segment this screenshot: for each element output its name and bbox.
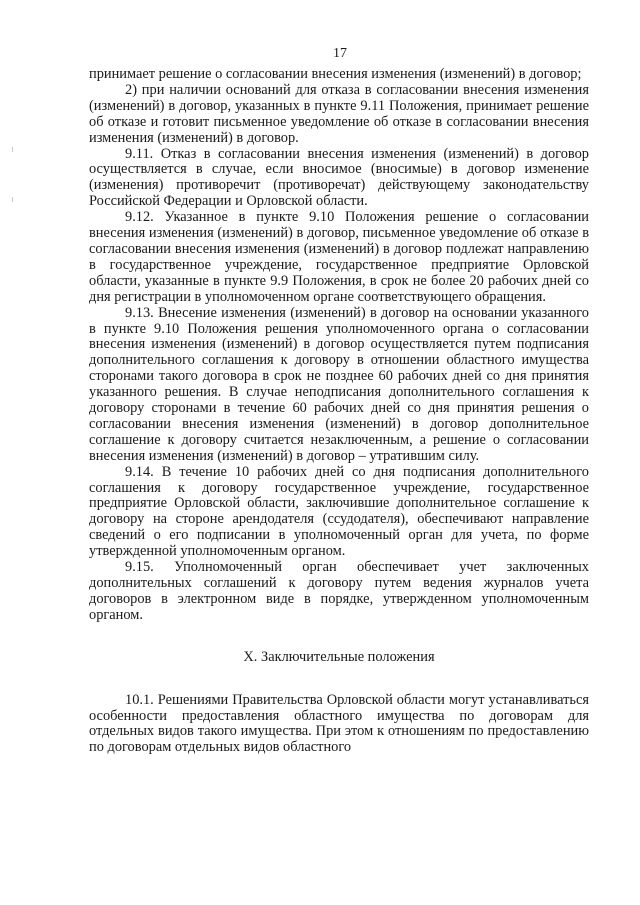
section-heading: X. Заключительные положения — [243, 648, 435, 665]
scan-margin-mark — [12, 197, 13, 202]
paragraph-9-15: 9.15. Уполномоченный орган обеспечивает учет заключенных дополнительных соглашений к договору путем ведения журналов учета договоров в электронном виде в порядке, утвержденном уполномоченным органом. — [89, 559, 589, 623]
document-body — [89, 67, 589, 756]
scan-margin-mark — [12, 147, 13, 152]
paragraph-9-11: 9.11. Отказ в согласовании внесения изменения (изменений) в договор осуществляется в случае, если вносимое (вносимые) в договор изменение (изменения) противоречит (противоречат) действующему законодательству Российской Федерации и Орловской области. — [89, 145, 589, 210]
paragraph-9-12: 9.12. Указанное в пункте 9.10 Положения решение о согласовании внесения изменения (изменений) в договор, письменное уведомление об отказе в согласовании внесения изменения (изменений) в договор подлежат направлению в государственное учреждение, государственное предприятие Орловской области, указанные в пункте 9.9 Положения, в срок не более 20 рабочих дней со дня регистрации в уполномоченном органе соответствующего обращения. — [89, 209, 589, 305]
page-number: 17 — [333, 46, 347, 61]
paragraph-continuation: принимает решение о согласовании внесения изменения (изменений) в договор; — [89, 66, 582, 82]
paragraph-item-2: 2) при наличии оснований для отказа в согласовании внесения изменения (изменений) в договор, указанных в пункте 9.11 Положения, принимает решение об отказе и готовит письменное уведомление об отказе в согласовании внесения изменения (изменений) в договор. — [89, 81, 589, 146]
paragraph-9-13: 9.13. Внесение изменения (изменений) в договор на основании указанного в пункте 9.10 Положения решения уполномоченного органа о согласовании внесения изменения (изменений) в договор осуществляется путем подписания дополнительного соглашения к договору в отношении областного имущества сторонами такого договора в срок не позднее 60 рабочих дней со дня принятия указанного решения. В случае неподписания дополнительного соглашения к договору сторонами в течение 60 рабочих дней со дня принятия решения о согласовании внесения изменения (изменений) в договор дополнительное соглашение к договору считается незаключенным, а решение о согласовании внесения изменения (изменений) в договор – утратившим силу. — [89, 304, 589, 464]
paragraph-10-1: 10.1. Решениями Правительства Орловской области могут устанавливаться особенности предоставления областного имущества по договорам для отдельных видов такого имущества. При этом к отношениям по предоставлению по договорам отдельных видов областного — [89, 691, 589, 756]
paragraph-9-14: 9.14. В течение 10 рабочих дней со дня подписания дополнительного соглашения к договору государственное учреждение, государственное предприятие Орловской области, заключившие дополнительное соглашение к договору на стороне арендодателя (ссудодателя), обеспечивают направление сведений о его подписании в уполномоченный орган для учета, по форме утвержденной уполномоченным органом. — [89, 463, 589, 560]
